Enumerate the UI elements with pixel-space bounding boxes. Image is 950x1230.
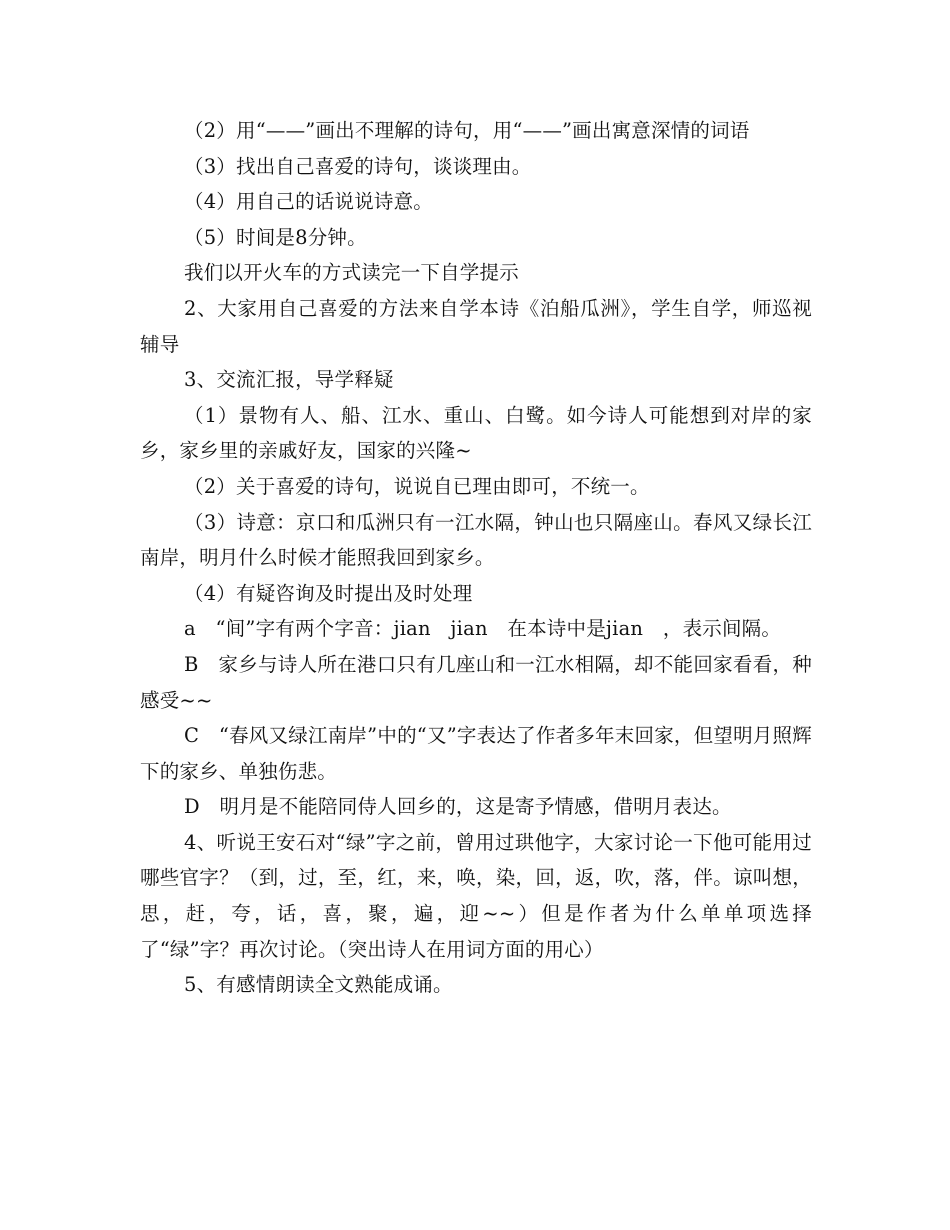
paragraph-exchange-report: 3、交流汇报，导学释疑: [184, 368, 394, 392]
paragraph-favorite-lines: （3）找出自己喜爱的诗句，谈谈理由。: [184, 154, 532, 178]
paragraph-questions: （4）有疑咨询及时提出及时处理: [184, 581, 473, 605]
paragraph-mark-instruction: （2）用“——”画出不理解的诗句，用“——”画出寓意深情的词语: [184, 119, 750, 142]
paragraph-note-d: D 明月是不能陪同侍人回乡的，这是寄予情感，借明月表达。: [184, 795, 732, 819]
paragraph-note-b: B 家乡与诗人所在港口只有几座山和一江水相隔，却不能回家看看，种感受~~: [140, 652, 812, 712]
paragraph-green-word-discussion: 4、听说王安石对“绿”字之前，曾用过珙他字，大家讨论一下他可能用过哪些官字？（到，过，至，红，来，唤，染，回，返，吹，落，伴。谅叫想，思，赶，夸，话，喜，聚，遍，迎~~）但是作者为什么单单项选择了“绿”字？再次讨论。（突出诗人在用词方面的用心）: [140, 830, 812, 961]
paragraph-note-a: a “间”字有两个字音：jian jian 在本诗中是jian ，表示间隔。: [184, 617, 782, 641]
paragraph-poem-meaning: （4）用自己的话说说诗意。: [184, 190, 434, 214]
paragraph-time-limit: （5）时间是8分钟。: [184, 225, 367, 249]
document-body: [140, 113, 812, 1003]
paragraph-train-reading: 我们以开火车的方式读完一下自学提示: [184, 261, 519, 285]
paragraph-self-study: 2、大家用自己喜爱的方法来自学本诗《泊船瓜洲》，学生自学，师巡视辅导: [140, 296, 812, 356]
paragraph-recite: 5、有感情朗读全文熟能成诵。: [184, 973, 453, 997]
paragraph-favorite-reason: （2）关于喜爱的诗句，说说自已理由即可，不统一。: [184, 474, 650, 498]
paragraph-poem-interpretation: （3）诗意：京口和瓜洲只有一江水隔，钟山也只隔座山。春风又绿长江南岸，明月什么时候才能照我回到家乡。: [140, 510, 812, 570]
paragraph-note-c: C “春风又绿江南岸”中的“又”字表达了作者多年末回家，但望明月照辉下的家乡、单独伤悲。: [140, 724, 812, 783]
paragraph-scenery: （1）景物有人、船、江水、重山、白鹭。如今诗人可能想到对岸的家乡，家乡里的亲戚好友，国家的兴隆~: [140, 403, 812, 463]
